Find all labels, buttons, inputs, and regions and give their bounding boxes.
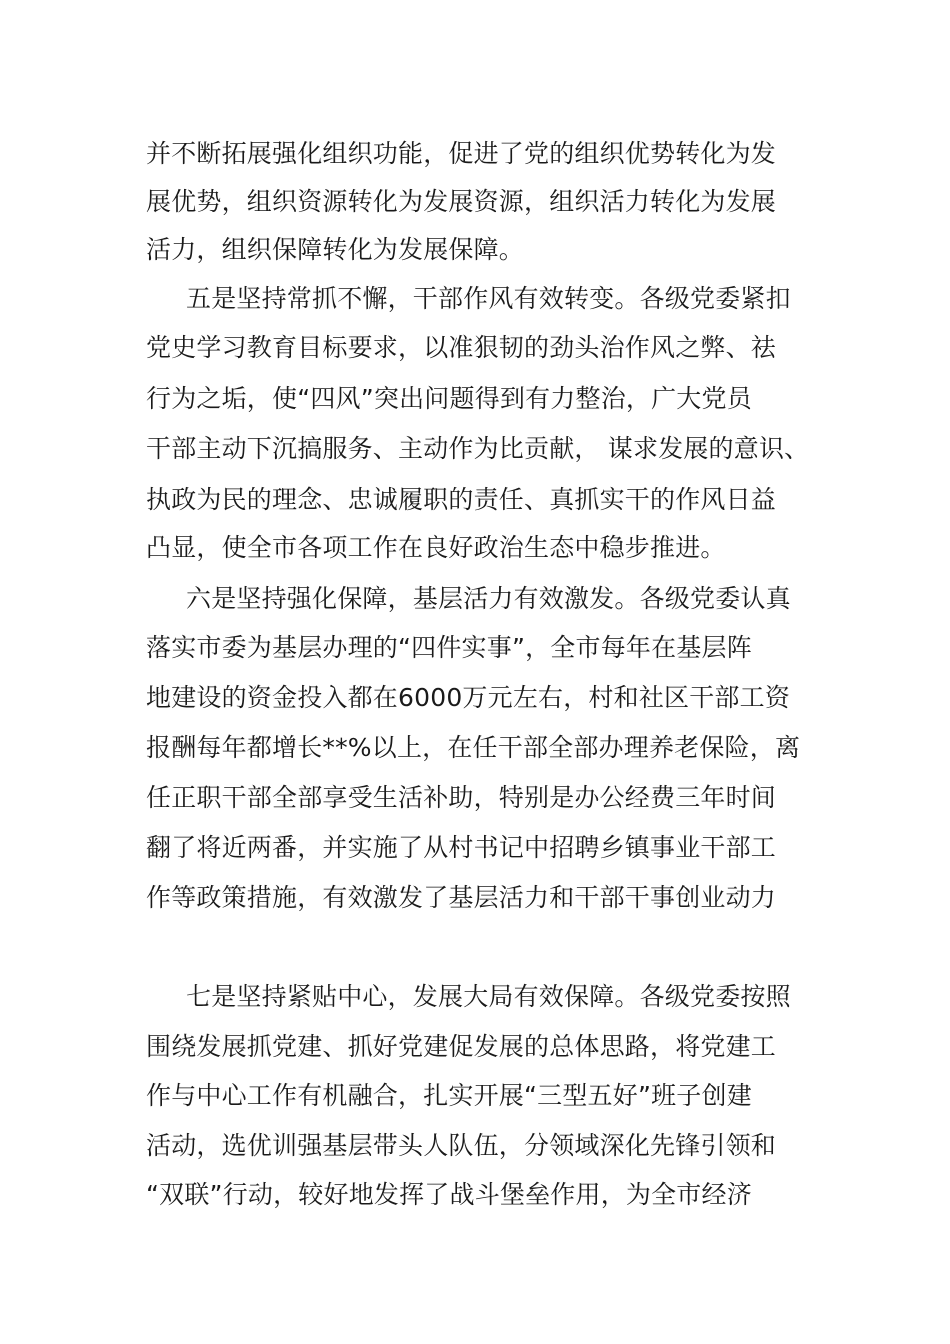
text-line: 报酬每年都增长**%以上，在任干部全部办理养老保险，离 [146, 733, 801, 762]
text-line: 翻了将近两番，并实施了从村书记中招聘乡镇事业干部工 [146, 833, 777, 862]
text-line: 党史学习教育目标要求，以准狠韧的劲头治作风之弊、祛 [146, 333, 777, 362]
text-line: 落实市委为基层办理的“四件实事”，全市每年在基层阵 [146, 633, 752, 662]
text-line: 活动，选优训强基层带头人队伍，分领域深化先锋引领和 [146, 1131, 777, 1160]
text-line: 地建设的资金投入都在6000万元左右，村和社区干部工资 [146, 683, 791, 712]
text-line: 行为之垢，使“四风”突出问题得到有力整治，广大党员 [146, 384, 752, 413]
text-line: 活力，组织保障转化为发展保障。 [146, 235, 525, 264]
text-line: 作等政策措施，有效激发了基层活力和干部干事创业动力 [146, 883, 777, 912]
text-line: 凸显，使全市各项工作在良好政治生态中稳步推进。 [146, 533, 726, 562]
text-line: 任正职干部全部享受生活补助，特别是办公经费三年时间 [146, 783, 777, 812]
paragraph-seven-start: 七是坚持紧贴中心，发展大局有效保障。各级党委按照 [186, 982, 791, 1011]
text-line: 并不断拓展强化组织功能，促进了党的组织优势转化为发 [146, 139, 777, 168]
text-line: 干部主动下沉搞服务、主动作为比贡献， 谋求发展的意识、 [146, 434, 810, 463]
paragraph-five-start: 五是坚持常抓不懈，干部作风有效转变。各级党委紧扣 [186, 284, 791, 313]
text-line: 展优势，组织资源转化为发展资源，组织活力转化为发展 [146, 187, 777, 216]
paragraph-six-start: 六是坚持强化保障，基层活力有效激发。各级党委认真 [186, 584, 791, 613]
text-line: 围绕发展抓党建、抓好党建促发展的总体思路，将党建工 [146, 1032, 777, 1061]
text-line: 作与中心工作有机融合，扎实开展“三型五好”班子创建 [146, 1081, 752, 1110]
text-line: 执政为民的理念、忠诚履职的责任、真抓实干的作风日益 [146, 485, 777, 514]
text-line: “双联”行动，较好地发挥了战斗堡垒作用，为全市经济 [146, 1180, 752, 1209]
